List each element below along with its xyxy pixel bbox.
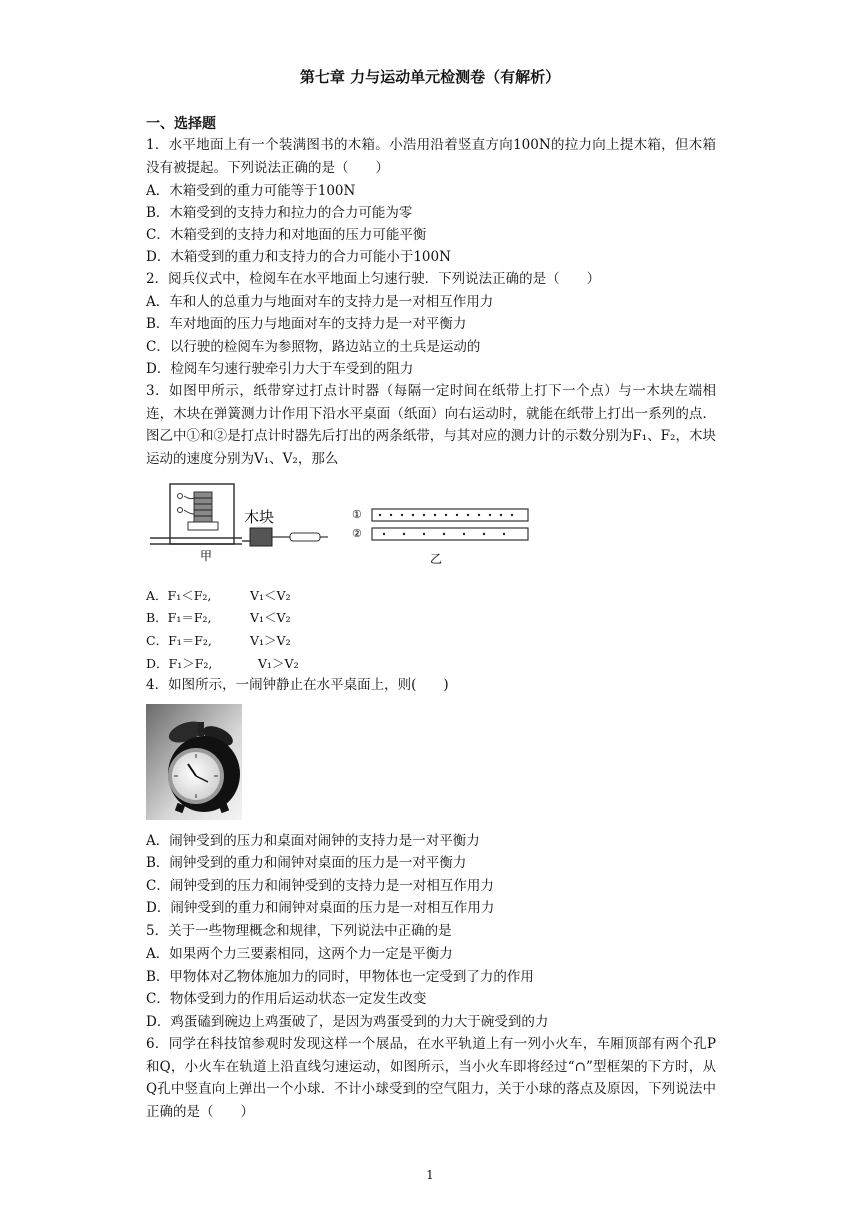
question-1-stem: 1．水平地面上有一个装满图书的木箱。小浩用沿着竖直方向100N的拉力向上提木箱，但木箱没有被提起。下列说法正确的是（ ） — [146, 137, 716, 176]
question-4-option-d: D．闹钟受到的重力和闹钟对桌面的压力是一对相互作用力 — [146, 900, 495, 916]
question-4-option-a: A．闹钟受到的压力和桌面对闹钟的支持力是一对平衡力 — [146, 833, 480, 849]
question-3-figure-yi — [350, 505, 530, 567]
tape-1-dots — [379, 514, 513, 516]
question-3-option-b: B．F₁＝F₂, V₁＜V₂ — [146, 610, 291, 625]
tape-1-label: ① — [352, 508, 362, 521]
question-6-stem: 6．同学在科技馆参观时发现这样一个展品，在水平轨道上有一列小火车，车厢顶部有两个孔P和Q，小火车在轨道上沿直线匀速运动，如图所示，当小火车即将经过“∩”型框架的下方时，从Q孔中竖直向上弹出一个小球．不计小球受到的空气阻力，关于小球的落点及原因，下列说法中正确的是（ ） — [146, 1036, 716, 1120]
question-5-option-c: C．物体受到力的作用后运动状态一定发生改变 — [146, 991, 427, 1007]
question-5-option-a: A．如果两个力三要素相同，这两个力一定是平衡力 — [146, 946, 453, 962]
question-2-option-c: C．以行驶的检阅车为参照物，路边站立的土兵是运动的 — [146, 339, 481, 355]
question-3-option-a: A．F₁＜F₂, V₁＜V₂ — [146, 588, 291, 603]
section-heading: 一、选择题 — [146, 116, 216, 132]
figure-label-jia: 甲 — [200, 549, 213, 562]
question-3-option-c: C．F₁＝F₂, V₁＞V₂ — [146, 633, 291, 648]
question-1-option-b: B．木箱受到的支持力和拉力的合力可能为零 — [146, 205, 413, 221]
tape-2-label: ② — [352, 527, 362, 540]
figure-label-yi: 乙 — [430, 552, 443, 566]
question-5-option-d: D．鸡蛋磕到碗边上鸡蛋破了，是因为鸡蛋受到的力大于碗受到的力 — [146, 1014, 549, 1030]
alarm-clock-image — [146, 704, 242, 820]
question-1-option-d: D．木箱受到的重力和支持力的合力可能小于100N — [146, 249, 451, 265]
question-2-option-d: D．检阅车匀速行驶牵引力大于车受到的阻力 — [146, 361, 414, 377]
question-3-figure-jia — [150, 480, 330, 562]
document-title: 第七章 力与运动单元检测卷（有解析） — [299, 68, 561, 86]
question-4-option-b: B．闹钟受到的重力和闹钟对桌面的压力是一对平衡力 — [146, 855, 467, 871]
question-5-option-b: B．甲物体对乙物体施加力的同时，甲物体也一定受到了力的作用 — [146, 969, 534, 985]
question-4-option-c: C．闹钟受到的压力和闹钟受到的支持力是一对相互作用力 — [146, 878, 494, 894]
question-2-option-a: A．车和人的总重力与地面对车的支持力是一对相互作用力 — [146, 294, 494, 310]
question-3-stem: 3．如图甲所示，纸带穿过打点计时器（每隔一定时间在纸带上打下一个点）与一木块左端相连，木块在弹簧测力计作用下沿水平桌面（纸面）向右运动时，就能在纸带上打出一系列的点．图乙中①和②是打点计时器先后打出的两条纸带，与其对应的测力计的示数分别为F₁、F₂，木块运动的速度分别为V₁、V₂，那么 — [146, 383, 716, 467]
question-1-option-a: A．木箱受到的重力可能等于100N — [146, 183, 356, 199]
question-3-option-d: D．F₁＞F₂, V₁＞V₂ — [146, 656, 299, 671]
question-5-stem: 5．关于一些物理概念和规律，下列说法中正确的是 — [146, 923, 452, 939]
question-4-stem: 4．如图所示，一闹钟静止在水平桌面上，则( ) — [146, 677, 449, 693]
figure-label-block: 木块 — [244, 508, 275, 526]
question-1-option-c: C．木箱受到的支持力和对地面的压力可能平衡 — [146, 227, 427, 243]
tape-2-dots — [383, 533, 505, 535]
page-number: 1 — [426, 1168, 434, 1182]
question-2-option-b: B．车对地面的压力与地面对车的支持力是一对平衡力 — [146, 316, 467, 332]
question-2-stem: 2．阅兵仪式中，检阅车在水平地面上匀速行驶．下列说法正确的是（ ） — [146, 271, 601, 287]
